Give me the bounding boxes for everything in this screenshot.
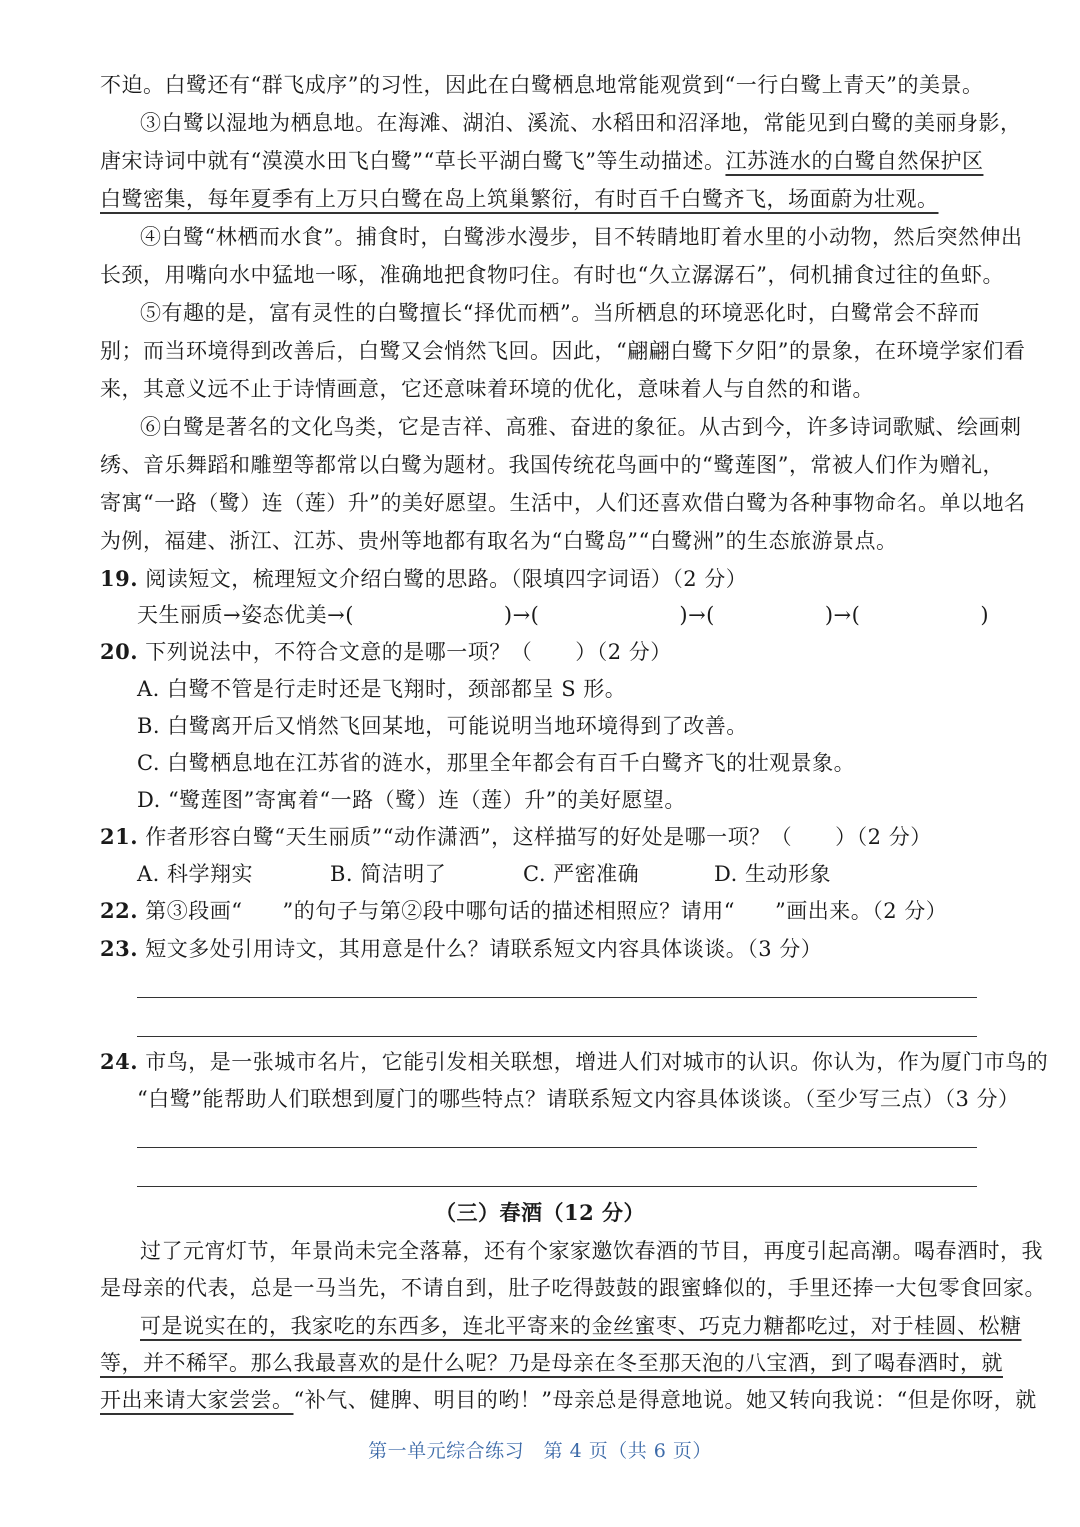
paragraph-3-line <box>100 184 980 214</box>
question-text: 下列说法中，不符合文意的是哪一项？（ ）（2 分） <box>145 640 672 664</box>
question-21 <box>100 822 980 852</box>
option-c[interactable]: C. 严密准确 <box>523 862 640 886</box>
section3-paragraph-line <box>100 1348 1003 1378</box>
question-text: ”画出来。（2 分） <box>774 899 948 923</box>
question-text: 市鸟，是一张城市名片，它能引发相关联想，增进人们对城市的认识。你认为，作为厦门市鸟的 <box>145 1050 1049 1074</box>
paragraph-6-line: 为例，福建、浙江、江苏、贵州等地都有取名为“白鹭岛”“白鹭洲”的生态旅游景点。 <box>100 529 898 553</box>
question-24 <box>100 1047 1049 1077</box>
passage-line: 不迫。白鹭还有“群飞成序”的习性，因此在白鹭栖息地常能观赏到“一行白鹭上青天”的美景。 <box>100 73 984 97</box>
section3-paragraph-line <box>140 1311 1022 1341</box>
option-a[interactable]: A. 科学翔实 <box>137 862 254 886</box>
section3-paragraph-line <box>100 1385 1037 1415</box>
paragraph-3-line: ③白鹭以湿地为栖息地。在海滩、湖泊、溪流、水稻田和沼泽地，常能见到白鹭的美丽身影， <box>140 111 1022 135</box>
poem-quote-sentence: 唐宋诗词中就有“漠漠水田飞白鹭”“草长平湖白鹭飞”等生动描述。 <box>100 149 726 173</box>
section3-paragraph-line: 是母亲的代表，总是一马当先，不请自到，肚子吃得鼓鼓的跟蜜蜂似的，手里还捧一大包零食回家。 <box>100 1276 1046 1300</box>
question-number: 23. <box>100 936 139 961</box>
question-text: 第③段画“ <box>145 899 243 923</box>
paragraph-5-line: ⑤有趣的是，富有灵性的白鹭擅长“择优而栖”。当所栖息的环境恶化时，白鹭常会不辞而 <box>140 301 980 325</box>
underlined-sentence: 江苏涟水的白鹭自然保护区 <box>725 149 984 173</box>
paragraph-4-line: ④白鹭“林栖而水食”。捕食时，白鹭涉水漫步，目不转睛地盯着水里的小动物，然后突然伸出 <box>140 225 1023 249</box>
section3-paragraph-line: 过了元宵灯节，年景尚未完全落幕，还有个家家邀饮春酒的节目，再度引起高潮。喝春酒时，我 <box>140 1239 1043 1263</box>
paragraph-3-line <box>100 146 984 176</box>
underlined-sentence: 等，并不稀罕。那么我最喜欢的是什么呢？乃是母亲在冬至那天泡的八宝酒，到了喝春酒时，就 <box>100 1351 1003 1375</box>
underlined-sentence: 开出来请大家尝尝。 <box>100 1388 294 1412</box>
underline-mark-sample <box>242 896 282 926</box>
page-footer: 第一单元综合练习 第 4 页（共 6 页） <box>368 1440 712 1462</box>
question-number: 21. <box>100 824 139 849</box>
answer-line[interactable] <box>137 997 977 998</box>
flow-arrow: )→( <box>679 603 715 627</box>
question-number: 24. <box>100 1049 139 1074</box>
option-b[interactable]: B. 简洁明了 <box>330 862 447 886</box>
option-c[interactable]: C. 白鹭栖息地在江苏省的涟水，那里全年都会有百千白鹭齐飞的壮观景象。 <box>137 751 856 775</box>
question-19 <box>100 564 980 594</box>
question-text: 短文多处引用诗文，其用意是什么？请联系短文内容具体谈谈。（3 分） <box>145 937 823 961</box>
option-d[interactable]: D. 生动形象 <box>714 862 831 886</box>
paragraph-6-line: 绣、音乐舞蹈和雕塑等都常以白鹭为题材。我国传统花鸟画中的“鹭莲图”，常被人们作为赠礼， <box>100 453 1004 477</box>
question-text: ”的句子与第②段中哪句话的描述相照应？请用“ <box>282 899 735 923</box>
paragraph-6-line: ⑥白鹭是著名的文化鸟类，它是吉祥、高雅、奋进的象征。从古到今，许多诗词歌赋、绘画刺 <box>140 415 1022 439</box>
question-number: 22. <box>100 898 139 923</box>
question-20 <box>100 637 980 667</box>
flow-arrow: )→( <box>824 603 861 627</box>
q19-answer-flow <box>137 600 990 630</box>
underlined-sentence: 白鹭密集，每年夏季有上万只白鹭在岛上筑巢繁衍，有时百千白鹭齐飞，场面蔚为壮观。 <box>100 187 939 211</box>
answer-line[interactable] <box>137 1147 977 1148</box>
answer-line[interactable] <box>137 1036 977 1037</box>
option-b[interactable]: B. 白鹭离开后又悄然飞回某地，可能说明当地环境得到了改善。 <box>137 714 748 738</box>
question-text: 阅读短文，梳理短文介绍白鹭的思路。（限填四字词语）（2 分） <box>145 567 748 591</box>
paragraph-4-line: 长颈，用嘴向水中猛地一啄，准确地把食物叼住。有时也“久立潺潺石”，伺机捕食过往的鱼虾。 <box>100 263 1004 287</box>
q21-options <box>137 859 980 889</box>
option-d[interactable]: D. “鹭莲图”寄寓着“一路（鹭）连（莲）升”的美好愿望。 <box>137 788 686 812</box>
paragraph-5-line: 来，其意义远不止于诗情画意，它还意味着环境的优化，意味着人与自然的和谐。 <box>100 377 874 401</box>
wavy-line-mark-sample <box>735 896 775 926</box>
sentence: “补气、健脾、明目的哟！”母亲总是得意地说。她又转向我说：“但是你呀，就 <box>293 1388 1037 1412</box>
answer-line[interactable] <box>137 1186 977 1187</box>
flow-start: 天生丽质→姿态优美→( <box>137 603 354 627</box>
paragraph-6-line: 寄寓“一路（鹭）连（莲）升”的美好愿望。生活中，人们还喜欢借白鹭为各种事物命名。单以地名 <box>100 491 1026 515</box>
question-number: 20. <box>100 639 139 664</box>
flow-arrow: )→( <box>503 603 540 627</box>
paragraph-5-line: 别；而当环境得到改善后，白鹭又会悄然飞回。因此，“翩翩白鹭下夕阳”的景象，在环境学家们看 <box>100 339 1026 363</box>
section-title: （三）春酒（12 分） <box>434 1200 646 1225</box>
flow-end: ) <box>980 603 990 627</box>
option-a[interactable]: A. 白鹭不管是行走时还是飞翔时，颈部都呈 S 形。 <box>137 677 627 701</box>
question-number: 19. <box>100 566 139 591</box>
question-23 <box>100 934 980 964</box>
question-text: 作者形容白鹭“天生丽质”“动作潇洒”，这样描写的好处是哪一项？（ ）（2 分） <box>145 825 932 849</box>
question-22 <box>100 896 980 926</box>
question-24-cont: “白鹭”能帮助人们联想到厦门的哪些特点？请联系短文内容具体谈谈。（至少写三点）（3 分） <box>137 1087 1020 1111</box>
underlined-sentence: 可是说实在的，我家吃的东西多，连北平寄来的金丝蜜枣、巧克力糖都吃过，对于桂圆、松糖 <box>140 1314 1022 1338</box>
